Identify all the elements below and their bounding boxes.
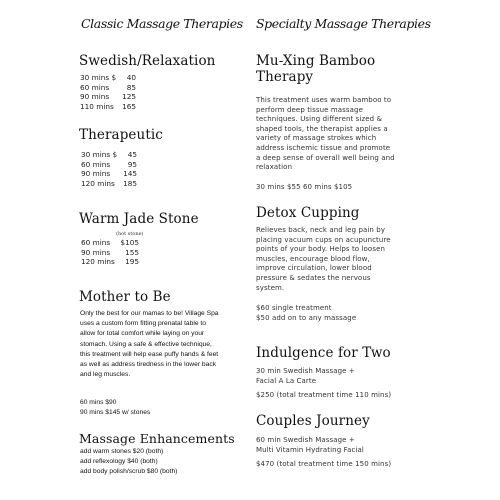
indulgence-for-two-details: 30 min Swedish Massage + Facial A La Carte bbox=[256, 367, 355, 385]
price-row: 110 mins 165 bbox=[80, 101, 136, 111]
list-item: add body polish/scrub $80 (both) bbox=[80, 468, 178, 476]
price-row: 60 mins 95 bbox=[81, 159, 137, 169]
price-row: 30 mins $ 40 bbox=[80, 73, 136, 82]
bamboo-description: This treatment uses warm bamboo to perform deep tissue massage techniques. Using different sized & shaped tools, the therapist applies a variety of massage strokes which address ischemic tissue and promote a deep sense of overall well being and relaxation bbox=[256, 96, 395, 172]
hot-stone-note: (hot stone) bbox=[116, 231, 144, 237]
mother-to-be-title: Mother to Be bbox=[79, 289, 171, 305]
price-row: 120 mins 195 bbox=[81, 257, 139, 267]
left-column-heading: Classic Massage Therapies bbox=[81, 16, 243, 31]
list-item: add reflexology $40 (both) bbox=[80, 458, 158, 466]
price-row: 90 mins 155 bbox=[81, 247, 139, 257]
price-row: 120 mins 185 bbox=[81, 178, 137, 188]
jade-stone-price-table bbox=[81, 238, 139, 267]
therapeutic-price-table bbox=[81, 150, 137, 188]
swedish-price-table bbox=[80, 73, 136, 111]
mother-to-be-prices: 60 mins $90 90 mins $145 w/ stones bbox=[80, 399, 151, 417]
massage-enhancements-title: Massage Enhancements bbox=[79, 431, 235, 446]
couples-journey-details: 60 min Swedish Massage + Multi Vitamin Hydrating Facial bbox=[256, 436, 364, 454]
list-item: add warm stones $20 (both) bbox=[80, 448, 164, 455]
mother-to-be-description: Only the best for our mamas to be! Village Spa uses a custom form fitting prenatal table to allow for total comfort while laying on your stomach. Using a safe & effective technique, this treatment will help ease puffy hands & feet as well as address tiredness in the lower back and leg muscles. bbox=[80, 310, 219, 379]
swedish-title: Swedish/Relaxation bbox=[79, 53, 216, 69]
price-row: 30 mins $ 45 bbox=[81, 150, 137, 159]
bamboo-price: 30 mins $55 60 mins $105 bbox=[256, 183, 353, 191]
detox-cupping-title: Detox Cupping bbox=[256, 205, 360, 221]
jade-stone-title: Warm Jade Stone bbox=[79, 211, 199, 227]
price-row: 60 mins $105 bbox=[81, 238, 139, 247]
price-row: 90 mins 145 bbox=[81, 169, 137, 179]
right-column-heading: Specialty Massage Therapies bbox=[256, 16, 431, 31]
indulgence-for-two-title: Indulgence for Two bbox=[256, 345, 391, 361]
bamboo-title: Mu-Xing Bamboo Therapy bbox=[256, 53, 376, 85]
price-row: 90 mins 125 bbox=[80, 92, 136, 102]
price-row: 60 mins 85 bbox=[80, 82, 136, 92]
couples-journey-price: $470 (total treatment time 150 mins) bbox=[256, 460, 392, 468]
massage-enhancements-list bbox=[80, 447, 177, 478]
detox-cupping-prices: $60 single treatment $50 add on to any massage bbox=[256, 304, 357, 322]
detox-cupping-description: Relieves back, neck and leg pain by placing vacuum cups on acupuncture points of your body. Helps to loosen muscles, encourage blood flow, improve circulation, lower blood pressure & sedates the nervous system. bbox=[256, 226, 391, 292]
couples-journey-title: Couples Journey bbox=[256, 413, 370, 429]
indulgence-for-two-price: $250 (total treatment time 110 mins) bbox=[256, 391, 392, 399]
therapeutic-title: Therapeutic bbox=[79, 127, 163, 143]
